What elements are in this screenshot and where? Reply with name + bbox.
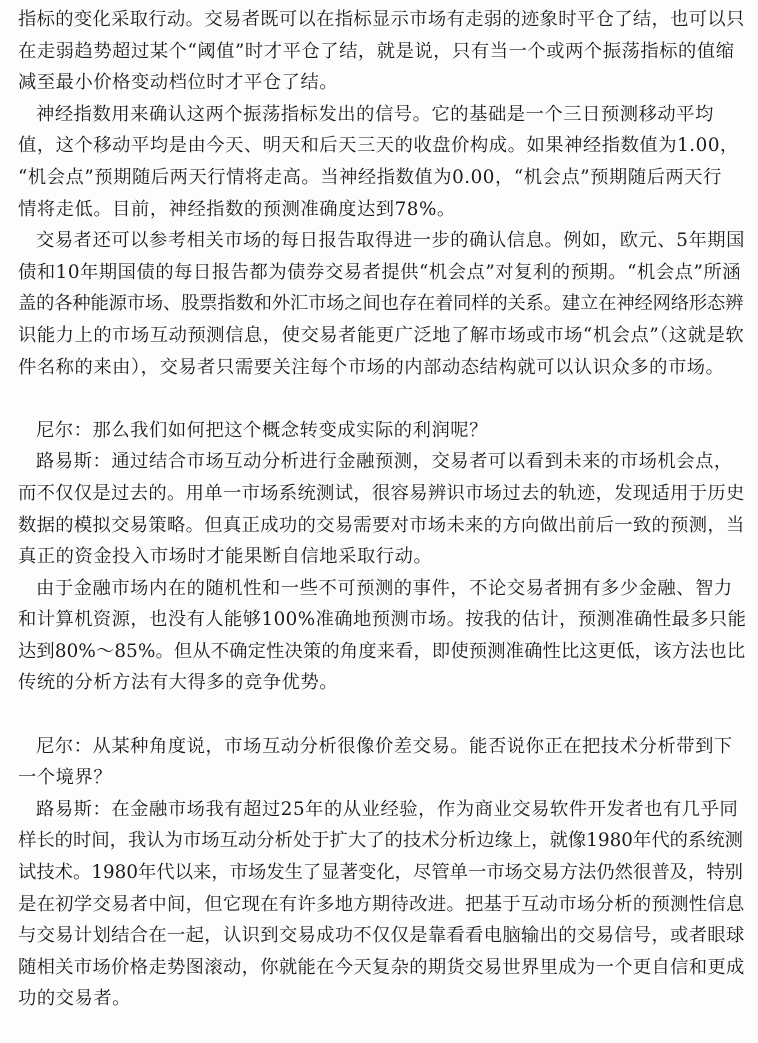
text-line: 一个境界？ (18, 767, 113, 789)
text-line: 传统的分析方法有大得多的竞争优势。 (18, 672, 339, 694)
text-line: 债和10年期国债的每日报告都为债券交易者提供“机会点”对复利的预期。“机会点”所涵 (18, 261, 742, 283)
text-line: 在走弱趋势超过某个“阈值”时才平仓了结，就是说，只有当一个或两个振荡指标的值缩 (18, 40, 735, 62)
paragraph (18, 225, 746, 383)
text-line: 功的交易者。 (18, 988, 131, 1010)
text-line: 而不仅仅是过去的。用单一市场系统测试，很容易辨识市场过去的轨迹，发现适用于历史 (18, 482, 745, 504)
text-line: 交易者还可以参考相关市场的每日报告取得进一步的确认信息。例如，欧元、5年期国 (36, 230, 745, 252)
text-line: 试技术。1980年代以来，市场发生了显著变化，尽管单一市场交易方法仍然很普及，特别 (18, 862, 743, 884)
text-line: 值，这个移动平均是由今天、明天和后天三天的收盘价构成。如果神经指数值为1.00， (18, 135, 739, 157)
text-line: 数据的模拟交易策略。但真正成功的交易需要对市场未来的方向做出前后一致的预测，当 (18, 514, 745, 536)
paragraph (18, 731, 746, 794)
text-line: 件名称的来由），交易者只需要关注每个市场的内部动态结构就可以认识众多的市场。 (18, 356, 725, 378)
text-line: 路易斯：通过结合市场互动分析进行金融预测，交易者可以看到未来的市场机会点， (36, 451, 733, 473)
paragraph (18, 415, 746, 447)
paragraph (18, 794, 746, 1015)
paragraph (18, 99, 746, 225)
text-line: 识能力上的市场互动预测信息，使交易者能更广泛地了解市场或市场“机会点”（这就是软 (18, 324, 745, 346)
text-line: 指标的变化采取行动。交易者既可以在指标显示市场有走弱的迹象时平仓了结，也可以只 (18, 9, 745, 30)
text-line: 样长的时间，我认为市场互动分析处于扩大了的技术分析边缘上，就像1980年代的系统测 (18, 830, 743, 852)
text-line: 尼尔：那么我们如何把这个概念转变成实际的利润呢？ (36, 419, 488, 441)
text-line: 盖的各种能源市场、股票指数和外汇市场之间也存在着同样的关系。建立在神经网络形态辨 (18, 293, 744, 315)
text-line: 减至最小价格变动档位时才平仓了结。 (18, 72, 339, 94)
text-line: 神经指数用来确认这两个振荡指标发出的信号。它的基础是一个三日预测移动平均 (36, 103, 714, 125)
text-line: 与交易计划结合在一起，认识到交易成功不仅仅是靠看看电脑输出的交易信号，或者眼球 (18, 925, 745, 947)
text-line: 随相关市场价格走势图滚动，你就能在今天复杂的期货交易世界里成为一个更自信和更成 (18, 956, 745, 978)
text-line: 是在初学交易者中间，但它现在有许多地方期待改进。把基于互动市场分析的预测性信息 (18, 893, 745, 915)
section-gap (18, 699, 746, 731)
text-line: 和计算机资源，也没有人能够100%准确地预测市场。按我的估计，预测准确性最多只能 (18, 609, 747, 631)
text-line: 路易斯：在金融市场我有超过25年的从业经验，作为商业交易软件开发者也有几乎同 (36, 798, 739, 820)
paragraph (18, 4, 746, 99)
text-line: 达到80%～85%。但从不确定性决策的角度来看，即使预测准确性比这更低，该方法也比 (18, 640, 746, 662)
text-line: 尼尔：从某种角度说，市场互动分析很像价差交易。能否说你正在把技术分析带到下 (36, 735, 733, 757)
paragraph (18, 573, 746, 699)
paragraph (18, 446, 746, 572)
text-line: 情将走低。目前，神经指数的预测准确度达到78%。 (18, 198, 456, 220)
text-line: “机会点”预期随后两天行情将走高。当神经指数值为0.00，“机会点”预期随后两天行 (18, 166, 722, 188)
text-line: 真正的资金投入市场时才能果断自信地采取行动。 (18, 546, 433, 568)
body-text (18, 4, 746, 1015)
text-line: 由于金融市场内在的随机性和一些不可预测的事件，不论交易者拥有多少金融、智力 (36, 577, 733, 599)
section-gap (18, 383, 746, 415)
